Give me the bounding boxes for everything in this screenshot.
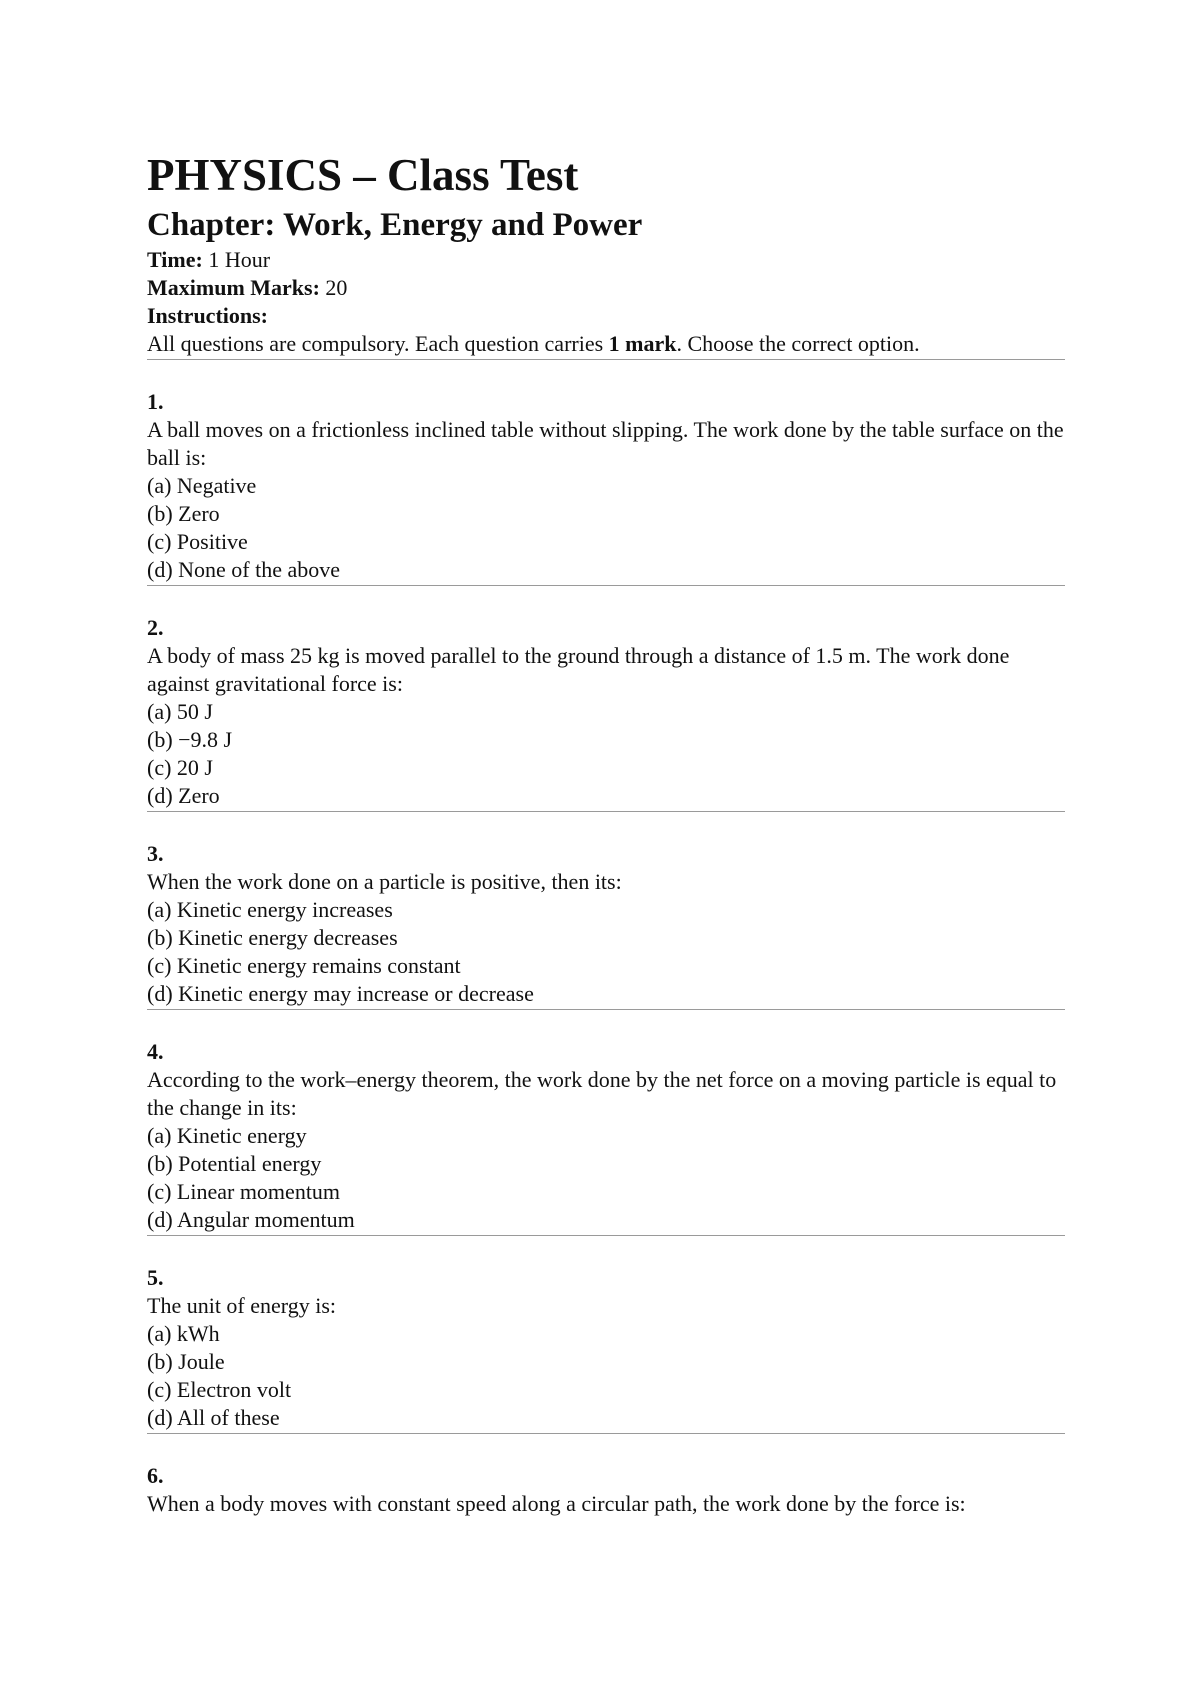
question-number: 5. [147, 1265, 164, 1290]
answer-option: (a) 50 J [147, 699, 213, 724]
time-line [147, 246, 1065, 274]
time-value: 1 Hour [208, 247, 271, 272]
instructions-part1: All questions are compulsory. Each question carries [147, 331, 609, 356]
answer-option: (c) Electron volt [147, 1377, 292, 1402]
instructions-text [147, 330, 1065, 360]
question-3 [147, 840, 1065, 1010]
question-4 [147, 1038, 1065, 1236]
question-number: 6. [147, 1463, 164, 1488]
answer-option: (a) kWh [147, 1321, 220, 1346]
question-number: 3. [147, 841, 164, 866]
answer-option: (d) None of the above [147, 557, 341, 582]
test-page [147, 148, 1065, 1519]
chapter-subtitle: Chapter: Work, Energy and Power [147, 207, 643, 243]
question-number: 1. [147, 389, 164, 414]
marks-line [147, 274, 1065, 302]
question-text: A ball moves on a frictionless inclined table without slipping. The work done by the table surface on the ball is: [147, 417, 1064, 470]
question-1 [147, 388, 1065, 586]
question-6 [147, 1462, 1065, 1519]
question-text: The unit of energy is: [147, 1293, 336, 1318]
answer-option: (b) Potential energy [147, 1151, 322, 1176]
answer-option: (c) Linear momentum [147, 1179, 341, 1204]
questions-list [147, 388, 1065, 1519]
marks-label: Maximum Marks: [147, 275, 320, 300]
question-5 [147, 1264, 1065, 1434]
answer-option: (a) Kinetic energy [147, 1123, 307, 1148]
answer-option: (c) 20 J [147, 755, 213, 780]
answer-option: (a) Negative [147, 473, 257, 498]
time-label: Time: [147, 247, 203, 272]
answer-option: (d) All of these [147, 1405, 280, 1430]
answer-option: (d) Kinetic energy may increase or decrease [147, 981, 534, 1006]
answer-option: (b) Kinetic energy decreases [147, 925, 398, 950]
question-text: According to the work–energy theorem, the work done by the net force on a moving particle is equal to the change in its: [147, 1067, 1057, 1120]
question-text: When a body moves with constant speed along a circular path, the work done by the force is: [147, 1491, 966, 1516]
page-title: PHYSICS – Class Test [147, 150, 579, 200]
question-number: 4. [147, 1039, 164, 1064]
answer-option: (a) Kinetic energy increases [147, 897, 393, 922]
question-text: A body of mass 25 kg is moved parallel to the ground through a distance of 1.5 m. The work done against gravitational force is: [147, 643, 1010, 696]
answer-option: (b) Joule [147, 1349, 225, 1374]
instructions-label-line [147, 302, 1065, 330]
answer-option: (d) Zero [147, 783, 220, 808]
question-number: 2. [147, 615, 164, 640]
answer-option: (c) Kinetic energy remains constant [147, 953, 461, 978]
question-text: When the work done on a particle is positive, then its: [147, 869, 622, 894]
answer-option: (b) −9.8 J [147, 727, 233, 752]
marks-value: 20 [325, 275, 348, 300]
question-2 [147, 614, 1065, 812]
answer-option: (c) Positive [147, 529, 248, 554]
answer-option: (d) Angular momentum [147, 1207, 355, 1232]
instructions-label: Instructions: [147, 303, 269, 328]
instructions-bold: 1 mark [608, 331, 677, 356]
instructions-part2: . Choose the correct option. [676, 331, 920, 356]
answer-option: (b) Zero [147, 501, 220, 526]
